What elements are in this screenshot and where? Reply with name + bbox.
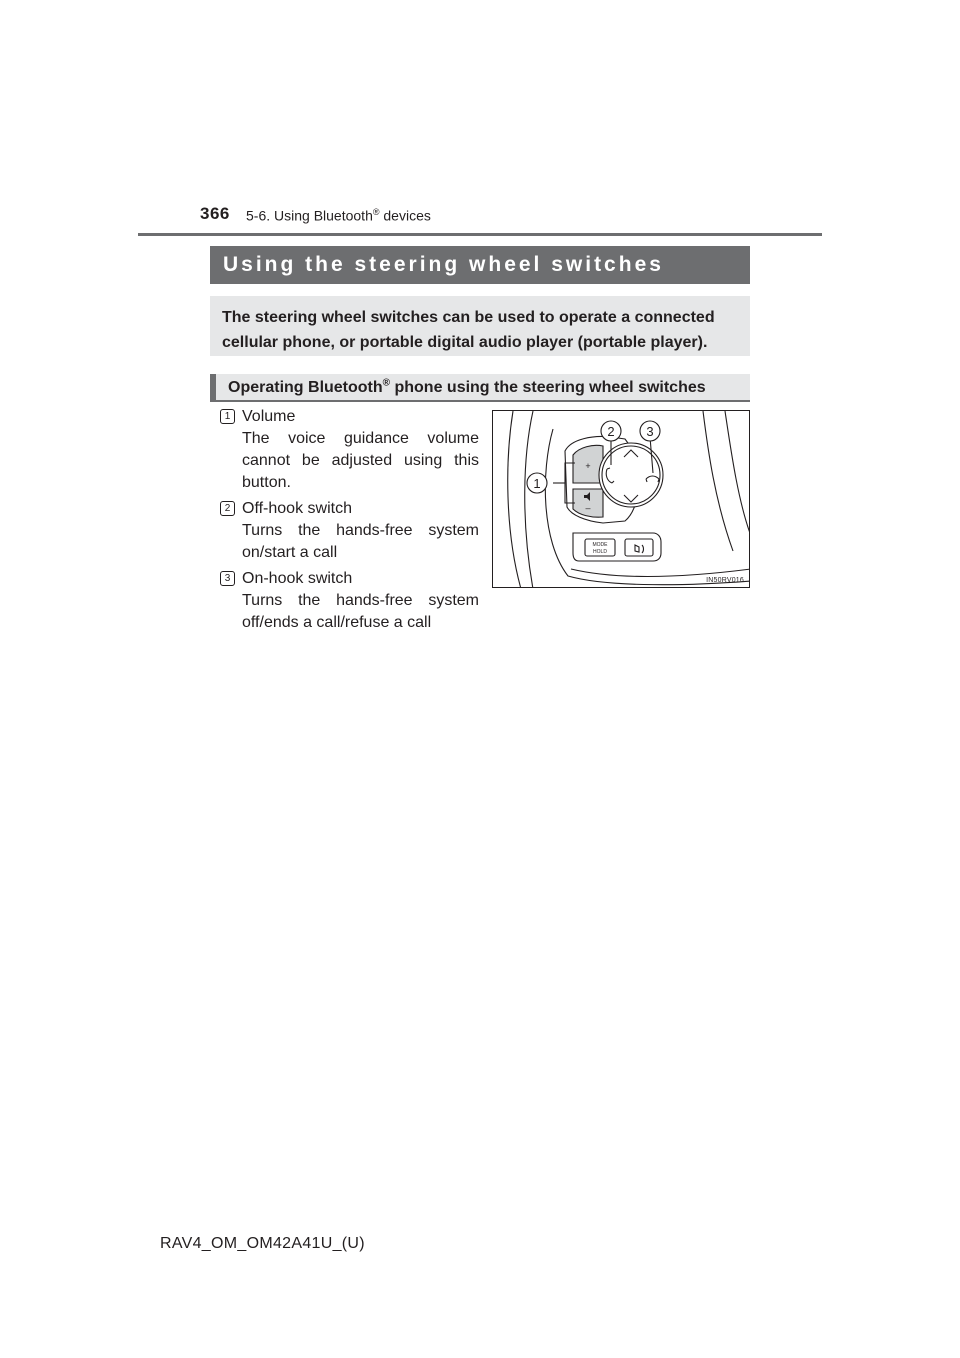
sub-heading-text: Operating Bluetooth [228,379,383,396]
callout-2: 2 [607,424,615,439]
item-description: Turns the hands-free system on/start a call [242,522,479,561]
sub-heading [210,374,750,402]
figure-code: IN50RV016 [706,577,744,584]
item-description: Turns the hands-free system off/ends a call/refuse a call [242,592,479,631]
plus-label: + [585,461,591,471]
footer-code: RAV4_OM_OM42A41U_(U) [160,1235,365,1252]
minus-label: – [585,503,591,513]
callout-1: 1 [533,476,541,491]
mode-label: MODE [592,542,608,548]
list-item-off-hook [220,498,482,564]
registered-mark: ® [382,377,391,389]
item-number-badge: 1 [220,409,235,424]
item-number-badge: 3 [220,571,235,586]
steering-wheel-drawing [493,411,750,588]
item-label: On-hook switch [242,570,353,587]
item-label: Off-hook switch [242,500,352,517]
callout-3: 3 [646,424,654,439]
item-description: The voice guidance volume cannot be adjusted using this button. [242,430,479,491]
page-number: 366 [200,204,230,223]
header-rule [138,233,822,236]
list-item-volume [220,406,482,494]
intro-text: The steering wheel switches can be used to operate a connected cellular phone, or portable digital audio player (portable player). [210,296,750,356]
hold-label: HOLD [593,549,607,555]
registered-mark: ® [372,207,380,217]
section-ref-text: 5-6. Using Bluetooth [246,207,373,224]
page-title: Using the steering wheel switches [210,246,750,284]
list-item-on-hook [220,568,482,634]
steering-switch-illustration [492,410,750,588]
item-label: Volume [242,408,296,425]
sub-heading-tail: phone using the steering wheel switches [390,379,706,396]
section-reference [246,207,431,224]
section-ref-tail: devices [379,207,431,224]
item-number-badge: 2 [220,501,235,516]
